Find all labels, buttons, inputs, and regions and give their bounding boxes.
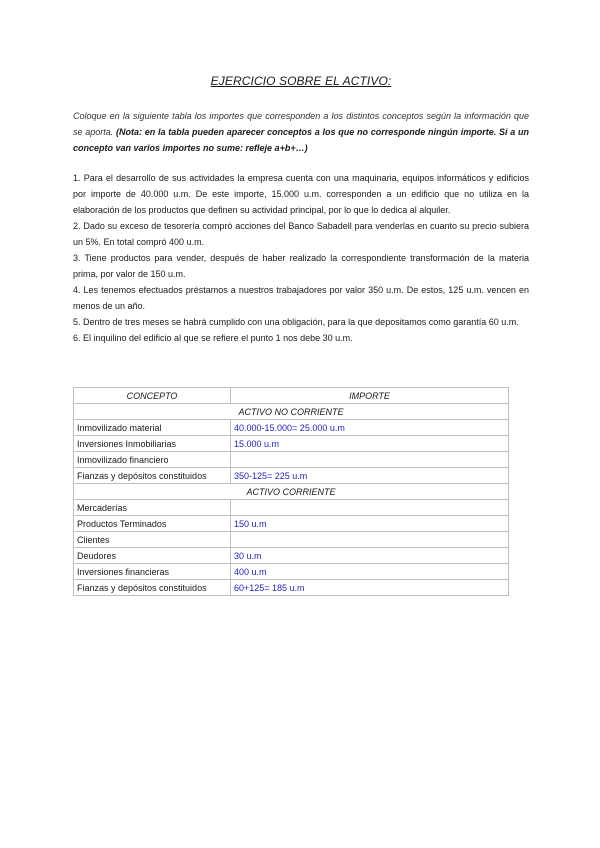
table-row	[74, 452, 509, 468]
concept-cell: Inversiones Inmobiliarias	[74, 436, 231, 452]
concept-cell: Deudores	[74, 548, 231, 564]
concept-cell: Fianzas y depósitos constituidos	[74, 580, 231, 596]
section-activo-corriente: ACTIVO CORRIENTE	[74, 484, 509, 500]
value-cell: 400 u.m	[231, 564, 509, 580]
table-row	[74, 500, 509, 516]
value-cell	[231, 452, 509, 468]
value-cell: 150 u.m	[231, 516, 509, 532]
concept-cell: Productos Terminados	[74, 516, 231, 532]
point-4: 4. Les tenemos efectuados préstamos a nuestros trabajadores por valor 350 u.m. De estos, 125 u.m. vencen en menos de un año.	[73, 285, 529, 311]
concept-cell: Inversiones financieras	[74, 564, 231, 580]
table-row	[74, 436, 509, 452]
concept-cell: Clientes	[74, 532, 231, 548]
value-cell	[231, 500, 509, 516]
asset-table	[73, 387, 509, 596]
value-cell: 40.000-15.000= 25.000 u.m	[231, 420, 509, 436]
section-row	[74, 404, 509, 420]
table-row	[74, 468, 509, 484]
instructions-note: (Nota: en la tabla pueden aparecer conceptos a los que no corresponde ningún importe. Si a un concepto van varios importes no sume: refleje a+b+…)	[73, 127, 529, 153]
value-cell	[231, 532, 509, 548]
concept-cell: Mercaderías	[74, 500, 231, 516]
page-title: EJERCICIO SOBRE EL ACTIVO:	[210, 74, 392, 88]
point-2: 2. Dado su exceso de tesorería compró acciones del Banco Sabadell para venderlas en cuanto su precio subiera un 5%. En total compró 400 u.m.	[73, 221, 529, 247]
value-cell: 15.000 u.m	[231, 436, 509, 452]
table-row	[74, 564, 509, 580]
table-row	[74, 548, 509, 564]
instructions	[73, 108, 529, 156]
instructions-text: Coloque en la siguiente tabla los importes que corresponden a los distintos conceptos según la información que se aporta.	[73, 111, 529, 137]
point-3: 3. Tiene productos para vender, después de haber realizado la correspondiente transformación de la materia prima, por valor de 150 u.m.	[73, 253, 529, 279]
concept-cell: Inmovilizado financiero	[74, 452, 231, 468]
section-row	[74, 484, 509, 500]
table-header-row	[74, 388, 509, 404]
table-row	[74, 580, 509, 596]
concept-cell: Inmovilizado material	[74, 420, 231, 436]
table-row	[74, 420, 509, 436]
table-row	[74, 516, 509, 532]
value-cell: 30 u.m	[231, 548, 509, 564]
point-1: 1. Para el desarrollo de sus actividades la empresa cuenta con una maquinaria, equipos informáticos y edificios por importe de 40.000 u.m. De este importe, 15.000 u.m. corresponden a un edificio que no utiliza en la elaboración de los productos que definen su actividad principal, por lo que lo dedica al alquiler.	[73, 173, 529, 215]
value-cell: 60+125= 185 u.m	[231, 580, 509, 596]
table-row	[74, 532, 509, 548]
concept-cell: Fianzas y depósitos constituidos	[74, 468, 231, 484]
point-5: 5. Dentro de tres meses se habrá cumplido con una obligación, para la que depositamos como garantía 60 u.m.	[73, 317, 519, 327]
header-concepto: CONCEPTO	[74, 388, 231, 404]
section-activo-no-corriente: ACTIVO NO CORRIENTE	[74, 404, 509, 420]
point-6: 6. El inquilino del edificio al que se refiere el punto 1 nos debe 30 u.m.	[73, 333, 353, 343]
statement-points	[73, 170, 529, 346]
value-cell: 350-125= 225 u.m	[231, 468, 509, 484]
header-importe: IMPORTE	[231, 388, 509, 404]
